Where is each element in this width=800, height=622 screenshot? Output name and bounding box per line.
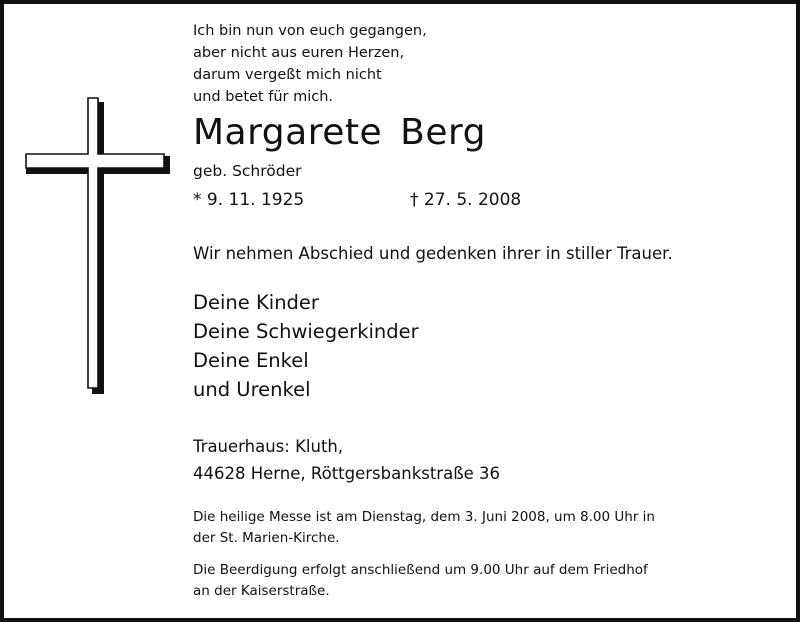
first-name: Margarete bbox=[193, 112, 383, 153]
deceased-name bbox=[193, 112, 486, 153]
verse bbox=[193, 20, 427, 108]
family-list bbox=[193, 288, 419, 404]
family-item: Deine Enkel bbox=[193, 349, 309, 372]
mass-line: der St. Marien-Kirche. bbox=[193, 530, 340, 546]
mass-info bbox=[193, 507, 655, 549]
last-name: Berg bbox=[400, 112, 486, 153]
address-line: Trauerhaus: Kluth, bbox=[193, 437, 344, 456]
birth-name: geb. Schröder bbox=[193, 162, 302, 180]
verse-line: und betet für mich. bbox=[193, 89, 334, 105]
verse-line: Ich bin nun von euch gegangen, bbox=[193, 23, 427, 39]
burial-info bbox=[193, 560, 648, 602]
cross-icon bbox=[22, 96, 172, 396]
verse-line: aber nicht aus euren Herzen, bbox=[193, 45, 405, 61]
mass-line: Die heilige Messe ist am Dienstag, dem 3. Juni 2008, um 8.00 Uhr in bbox=[193, 509, 655, 525]
family-item: Deine Schwiegerkinder bbox=[193, 320, 419, 343]
family-item: Deine Kinder bbox=[193, 291, 319, 314]
address-line: 44628 Herne, Röttgersbankstraße 36 bbox=[193, 464, 500, 483]
birth-date: * 9. 11. 1925 bbox=[193, 190, 305, 210]
burial-line: an der Kaiserstraße. bbox=[193, 583, 330, 599]
family-item: und Urenkel bbox=[193, 378, 311, 401]
burial-line: Die Beerdigung erfolgt anschließend um 9.00 Uhr auf dem Friedhof bbox=[193, 562, 648, 578]
farewell-text: Wir nehmen Abschied und gedenken ihrer in stiller Trauer. bbox=[193, 244, 673, 263]
verse-line: darum vergeßt mich nicht bbox=[193, 67, 382, 83]
death-date: † 27. 5. 2008 bbox=[410, 190, 522, 210]
mourning-address bbox=[193, 433, 500, 487]
